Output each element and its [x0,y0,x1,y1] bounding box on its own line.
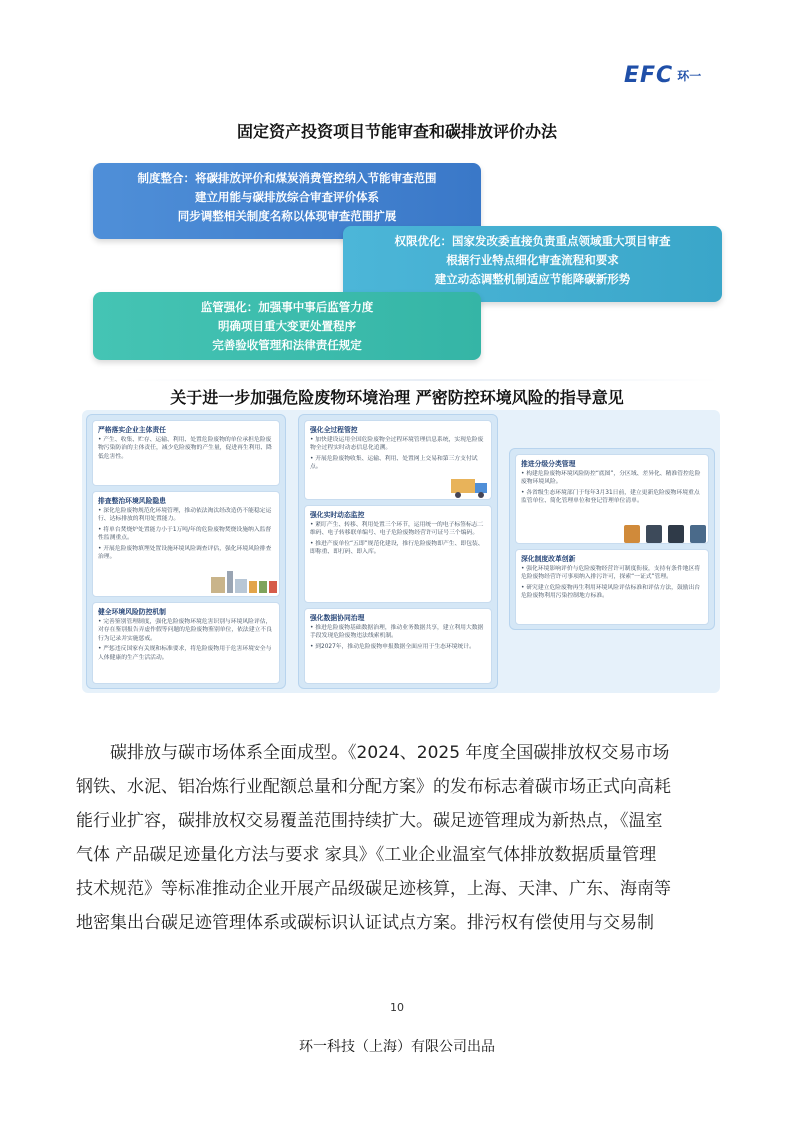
factory-illustration [207,563,279,595]
page-number: 10 [390,1001,404,1014]
card-item: • 完善鉴别管理制度，强化危险废物环境危害识别与环境风险评估，对存在鉴别报告弄虚作假等问题的危险废物鉴别单位，依法建立不良行为记录并实施惩戒。 [98,619,272,642]
info-card [92,602,280,684]
paragraph-line: 能行业扩容，碳排放权交易覆盖范围持续扩大。碳足迹管理成为新热点，《温室 [76,811,663,831]
waste-barrels-illustration [620,521,708,545]
truck-illustration [449,473,491,499]
section2-title: 关于进一步加强危险废物环境治理 严密防控环境风险的指导意见 [170,388,624,407]
card-item: • 将单台焚烧炉处置能力小于1万吨/年的危险废物焚烧设施纳入监督性监测重点。 [98,526,272,542]
publisher-footer: 环一科技（上海）有限公司出品 [299,1039,495,1055]
card-title: 排查整治环境风险隐患 [98,497,166,505]
policy-line: 建立动态调整机制适应节能降碳新形势 [434,272,631,286]
card-title: 严格落实企业主体责任 [98,426,166,434]
card-title: 强化实时动态监控 [310,511,365,519]
info-card [304,608,492,684]
logo-cn-text: 环一 [677,68,702,83]
policy-line: 制度整合：将碳排放评价和煤炭消费管控纳入节能审查范围 [137,171,437,185]
paragraph-line: 气体 产品碳足迹量化方法与要求 家具》《工业企业温室气体排放数据质量管理 [76,845,657,865]
policy-line: 完善验收管理和法律责任规定 [212,338,362,352]
card-item: • 到2027年，推动危险废物申报数据全面应用于生态环境统计。 [310,643,475,650]
infographic-column-3 [509,448,715,630]
card-title: 强化数据协同治理 [310,614,365,622]
policy-line: 权限优化：国家发改委直接负责重点领域重大项目审查 [394,234,671,248]
policy-line: 建立用能与碳排放综合审查评价体系 [195,190,379,204]
card-item: • 开展危险废物收集、运输、利用、处置网上交易和第三方支付试点。 [310,455,478,471]
policy-line: 同步调整相关制度名称以体现审查范围扩展 [177,209,397,223]
card-title: 强化全过程管控 [310,426,358,434]
card-item: • 强化环境影响评价与危险废物经营许可制度衔接，支持有条件地区将危险废物经营许可事项纳入排污许可，探索“一证式”管理。 [521,566,701,581]
card-item: • 加快建设运用全国危险废物全过程环境管理信息系统，实现危险废物全过程实时动态信息化追溯。 [310,437,484,452]
body-paragraph [76,736,718,940]
company-logo [624,62,701,88]
card-item: • 产生、收集、贮存、运输、利用、处置危险废物的单位承担危险废物污染防治的主体责任，减少危险废物的产生量，促进再生利用、降低危害性。 [98,437,272,460]
card-item: • 紧盯产生、转移、利用处置三个环节，运用统一的电子标签标志二维码、电子转移联单编号、电子危险废物经营许可证号三个编码。 [310,522,484,537]
policy-line: 根据行业特点细化审查流程和要求 [446,253,619,267]
card-title: 推进分级分类管理 [521,460,576,468]
infographic-column-2 [298,414,498,689]
card-item: • 构建危险废物环境风险防控“底图”，分区域、差异化、精准管控危险废物环境风险。 [521,471,701,486]
card-title: 健全环境风险防控机制 [98,608,166,616]
paragraph-line: 碳排放与碳市场体系全面成型。《2024、2025 年度全国碳排放权交易市场 [110,743,670,763]
card-item: • 推进危险废物基础数据治理，推动业务数据共享，建立利用大数据手段发现危险废物违法线索机制。 [310,625,484,640]
infographic-column-1 [86,414,286,689]
hazardous-waste-infographic [82,410,720,693]
card-item: • 研究建立危险废物再生利用环境风险评估标准和评估方法，鼓励出台危险废物利用污染控制地方标准。 [521,584,701,600]
info-card [515,549,709,625]
paragraph-line: 钢铁、水泥、铝冶炼行业配额总量和分配方案》的发布标志着碳市场正式向高耗 [76,777,671,797]
policy-line: 监管强化：加强事中事后监管力度 [200,300,374,314]
section1-title: 固定资产投资项目节能审查和碳排放评价办法 [236,122,557,141]
policy-box-authority-optimization [343,226,722,302]
info-card [304,505,492,603]
policy-line: 明确项目重大变更处置程序 [218,319,356,333]
info-card [92,420,280,486]
card-item: • 严惩违反国家有关规和标准要求，将危险废物用于危害环境安全与人体健康的生产生活活动。 [98,646,272,661]
card-item: • 各省级生态环境部门于每年3月31日前，建立更新危险废物环境重点监管单位、简化管理单位和登记管理单位清单。 [521,489,700,505]
card-item: • 深化危险废物规范化环境管理，推动依法淘汰经改造仍不能稳定运行、达标排放的利用处置能力。 [98,508,272,523]
card-item: • 推进产废单位“五即”规范化建设，推行危险废物即产生、即包装、即称重、即打码、即入库。 [310,540,484,556]
logo-text: EFC [624,62,674,88]
section2-divider [130,379,720,381]
policy-box-supervision [93,292,481,360]
paragraph-line: 技术规范》等标准推动企业开展产品级碳足迹核算，上海、天津、广东、海南等 [76,879,671,899]
card-item: • 开展危险废物填埋处置设施环境风险调查评估，强化环境风险排查治理。 [98,545,272,561]
paragraph-line: 地密集出台碳足迹管理体系或碳标识认证试点方案。排污权有偿使用与交易制 [76,913,654,933]
card-title: 深化制度改革创新 [521,555,576,563]
